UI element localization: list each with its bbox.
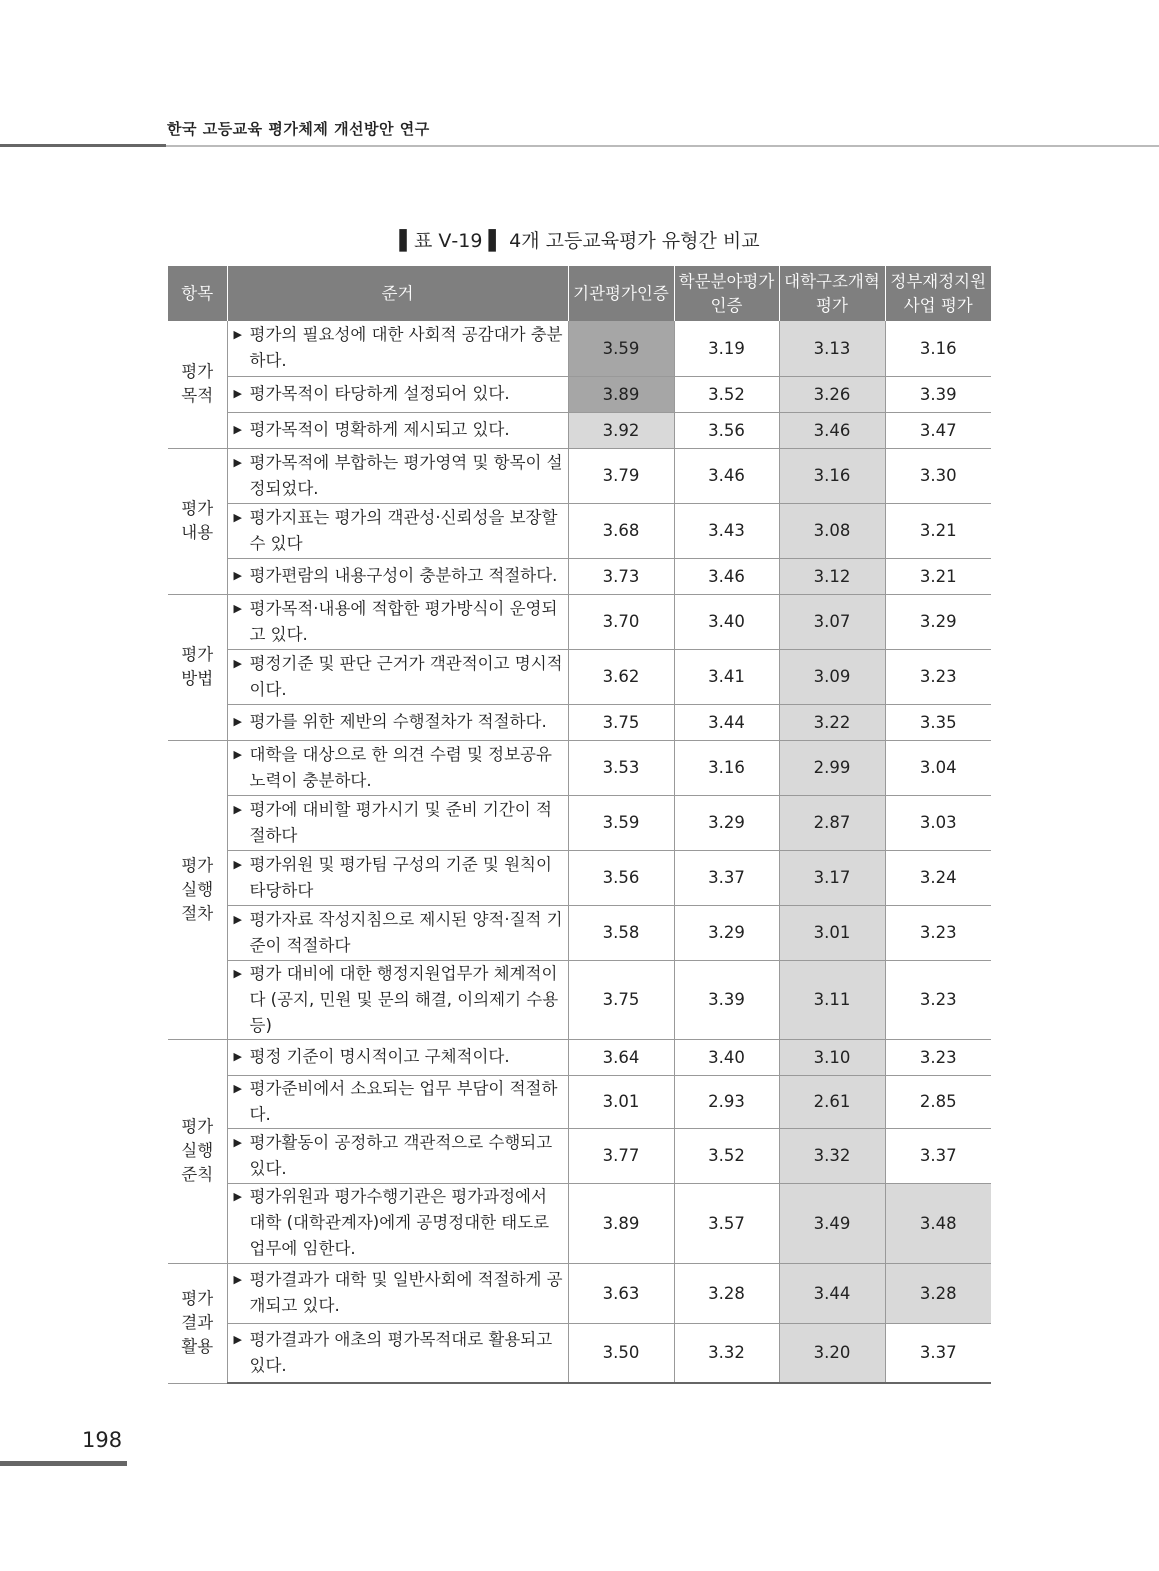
score-cell: 3.41	[674, 649, 779, 704]
category-cell	[168, 1039, 227, 1263]
table-body	[168, 321, 991, 1383]
score-cell: 3.46	[674, 448, 779, 503]
score-cell: 3.49	[779, 1183, 885, 1263]
category-label: 평가	[181, 499, 214, 518]
criterion-cell	[227, 649, 568, 704]
score-cell: 3.04	[885, 740, 991, 795]
score-cell: 3.20	[779, 1323, 885, 1383]
score-cell: 2.93	[674, 1075, 779, 1128]
criterion-text: 평가준비에서 소요되는 업무 부담이 적절하다.	[249, 1078, 558, 1124]
criterion-text: 평가목적이 타당하게 설정되어 있다.	[249, 384, 510, 403]
category-cell	[168, 594, 227, 740]
bullet-triangle-icon: ▶	[233, 802, 242, 816]
table-row	[168, 1183, 991, 1263]
score-cell: 3.26	[779, 376, 885, 412]
bullet-triangle-icon: ▶	[233, 912, 242, 926]
category-cell	[168, 1263, 227, 1383]
criterion-text: 평정 기준이 명시적이고 구체적이다.	[249, 1047, 510, 1066]
score-cell: 3.23	[885, 960, 991, 1039]
category-label: 평가	[181, 362, 214, 382]
table-row	[168, 412, 991, 448]
score-cell: 3.75	[568, 704, 674, 740]
score-cell: 3.19	[674, 321, 779, 376]
category-label: 준칙	[181, 1165, 214, 1184]
score-cell: 3.63	[568, 1263, 674, 1323]
criterion-cell	[227, 1039, 568, 1075]
table-row	[168, 1323, 991, 1383]
criterion-cell	[227, 1323, 568, 1383]
score-cell: 3.09	[779, 649, 885, 704]
caption-title: 4개 고등교육평가 유형간 비교	[509, 230, 760, 252]
criterion-cell	[227, 594, 568, 649]
criterion-cell	[227, 1183, 568, 1263]
category-cell	[168, 740, 227, 1039]
table-caption	[0, 226, 1159, 253]
criterion-text: 평가편람의 내용구성이 충분하고 적절하다.	[249, 566, 558, 585]
bullet-triangle-icon: ▶	[233, 966, 242, 980]
header-category: 항목	[168, 266, 227, 321]
score-cell: 3.68	[568, 503, 674, 558]
criterion-text: 평정기준 및 판단 근거가 객관적이고 명시적이다.	[249, 653, 563, 699]
criterion-cell	[227, 1075, 568, 1128]
score-cell: 3.32	[779, 1128, 885, 1183]
table-row	[168, 740, 991, 795]
score-cell: 3.29	[885, 594, 991, 649]
category-label: 실행	[181, 879, 214, 899]
score-cell: 3.10	[779, 1039, 885, 1075]
score-cell: 3.21	[885, 558, 991, 594]
header-program-accreditation: 학문분야평가 인증	[674, 266, 779, 321]
criterion-cell	[227, 704, 568, 740]
score-cell: 3.23	[885, 905, 991, 960]
page-number: 198	[82, 1428, 123, 1452]
score-cell: 3.21	[885, 503, 991, 558]
criterion-cell	[227, 740, 568, 795]
criterion-text: 평가목적이 명확하게 제시되고 있다.	[249, 420, 510, 439]
criterion-text: 평가 대비에 대한 행정지원업무가 체계적이다 (공지, 민원 및 문의 해결, 이의제기 수용 등)	[249, 963, 559, 1035]
bullet-triangle-icon: ▶	[233, 1190, 242, 1203]
criterion-cell	[227, 448, 568, 503]
score-cell: 3.32	[674, 1323, 779, 1383]
table-row	[168, 795, 991, 850]
running-head: 한국 고등교육 평가체제 개선방안 연구	[167, 120, 430, 138]
bullet-triangle-icon: ▶	[233, 387, 242, 400]
score-cell: 3.16	[885, 321, 991, 376]
comparison-table	[168, 266, 991, 1384]
score-cell: 2.87	[779, 795, 885, 850]
score-cell: 3.23	[885, 649, 991, 704]
score-cell: 3.79	[568, 448, 674, 503]
score-cell: 3.58	[568, 905, 674, 960]
score-cell: 3.29	[674, 795, 779, 850]
category-label: 평가	[181, 645, 214, 664]
criterion-cell	[227, 376, 568, 412]
category-label: 평가	[181, 1289, 214, 1308]
criterion-text: 평가결과가 대학 및 일반사회에 적절하게 공개되고 있다.	[249, 1270, 563, 1315]
score-cell: 3.37	[885, 1323, 991, 1383]
criterion-cell	[227, 558, 568, 594]
score-cell: 2.85	[885, 1075, 991, 1128]
criterion-text: 평가지표는 평가의 객관성·신뢰성을 보장할 수 있다	[249, 507, 558, 553]
score-cell: 3.03	[885, 795, 991, 850]
criterion-cell	[227, 412, 568, 448]
score-cell: 3.59	[568, 795, 674, 850]
score-cell: 3.77	[568, 1128, 674, 1183]
bullet-triangle-icon: ▶	[233, 328, 242, 342]
score-cell: 2.61	[779, 1075, 885, 1128]
score-cell: 3.01	[568, 1075, 674, 1128]
category-cell	[168, 448, 227, 594]
score-cell: 3.08	[779, 503, 885, 558]
table-row	[168, 1075, 991, 1128]
table-row	[168, 1263, 991, 1323]
criterion-cell	[227, 1128, 568, 1183]
bullet-triangle-icon: ▶	[233, 601, 242, 615]
category-label: 방법	[181, 669, 214, 688]
score-cell: 3.07	[779, 594, 885, 649]
score-cell: 3.39	[674, 960, 779, 1039]
table-row	[168, 448, 991, 503]
score-cell: 3.47	[885, 412, 991, 448]
score-cell: 3.24	[885, 850, 991, 905]
score-cell: 3.64	[568, 1039, 674, 1075]
score-cell: 3.40	[674, 594, 779, 649]
criterion-text: 평가의 필요성에 대한 사회적 공감대가 충분하다.	[249, 325, 563, 371]
table-row	[168, 594, 991, 649]
score-cell: 3.57	[674, 1183, 779, 1263]
criterion-text: 평가를 위한 제반의 수행절차가 적절하다.	[249, 712, 547, 731]
bullet-triangle-icon: ▶	[233, 1332, 242, 1346]
criterion-text: 평가에 대비할 평가시기 및 준비 기간이 적절하다	[249, 799, 552, 845]
table-row	[168, 905, 991, 960]
criterion-cell	[227, 321, 568, 376]
score-cell: 3.12	[779, 558, 885, 594]
table-row	[168, 376, 991, 412]
score-cell: 3.28	[885, 1263, 991, 1323]
score-cell: 3.37	[885, 1128, 991, 1183]
score-cell: 3.50	[568, 1323, 674, 1383]
table-row	[168, 321, 991, 376]
table-row	[168, 960, 991, 1039]
table-row	[168, 558, 991, 594]
score-cell: 3.16	[779, 448, 885, 503]
score-cell: 3.89	[568, 1183, 674, 1263]
bullet-triangle-icon: ▶	[233, 1081, 242, 1095]
criterion-cell	[227, 795, 568, 850]
score-cell: 3.39	[885, 376, 991, 412]
score-cell: 3.70	[568, 594, 674, 649]
score-cell: 3.11	[779, 960, 885, 1039]
score-cell: 2.99	[779, 740, 885, 795]
bullet-triangle-icon: ▶	[233, 857, 242, 871]
header-government-funding: 정부재정지원 사업 평가	[885, 266, 991, 321]
score-cell: 3.44	[674, 704, 779, 740]
score-cell: 3.43	[674, 503, 779, 558]
criterion-text: 평가자료 작성지침으로 제시된 양적·질적 기준이 적절하다	[249, 909, 563, 955]
header-structural-reform: 대학구조개혁 평가	[779, 266, 885, 321]
category-label: 절차	[181, 903, 214, 923]
table-header-row	[168, 266, 991, 321]
criterion-cell	[227, 850, 568, 905]
score-cell: 3.29	[674, 905, 779, 960]
table-row	[168, 1128, 991, 1183]
table-row	[168, 1039, 991, 1075]
bullet-triangle-icon: ▶	[233, 455, 242, 469]
category-label: 내용	[181, 523, 214, 542]
category-label: 평가	[181, 1117, 214, 1136]
score-cell: 3.16	[674, 740, 779, 795]
score-cell: 3.46	[779, 412, 885, 448]
header-rule-light	[166, 145, 1159, 147]
score-cell: 3.35	[885, 704, 991, 740]
bullet-triangle-icon: ▶	[233, 715, 242, 728]
criterion-text: 평가위원 및 평가팀 구성의 기준 및 원칙이 타당하다	[249, 854, 552, 900]
category-label: 목적	[181, 386, 214, 406]
score-cell: 3.75	[568, 960, 674, 1039]
bullet-triangle-icon: ▶	[233, 747, 242, 761]
score-cell: 3.73	[568, 558, 674, 594]
score-cell: 3.44	[779, 1263, 885, 1323]
score-cell: 3.23	[885, 1039, 991, 1075]
score-cell: 3.52	[674, 376, 779, 412]
score-cell: 3.56	[674, 412, 779, 448]
header-criteria: 준거	[227, 266, 568, 321]
table-row	[168, 649, 991, 704]
caption-close-mark: ▌	[488, 230, 504, 252]
criterion-cell	[227, 1263, 568, 1323]
table-row	[168, 503, 991, 558]
score-cell: 3.92	[568, 412, 674, 448]
header-institutional-accreditation: 기관평가인증	[568, 266, 674, 321]
table-row	[168, 850, 991, 905]
score-cell: 3.28	[674, 1263, 779, 1323]
score-cell: 3.62	[568, 649, 674, 704]
score-cell: 3.48	[885, 1183, 991, 1263]
score-cell: 3.53	[568, 740, 674, 795]
score-cell: 3.37	[674, 850, 779, 905]
score-cell: 3.01	[779, 905, 885, 960]
bullet-triangle-icon: ▶	[233, 1273, 242, 1286]
criterion-text: 대학을 대상으로 한 의견 수렴 및 정보공유 노력이 충분하다.	[249, 744, 552, 790]
bullet-triangle-icon: ▶	[233, 510, 242, 524]
score-cell: 3.56	[568, 850, 674, 905]
category-cell	[168, 321, 227, 448]
criterion-text: 평가결과가 애초의 평가목적대로 활용되고 있다.	[249, 1329, 553, 1375]
category-label: 실행	[181, 1141, 214, 1160]
score-cell: 3.30	[885, 448, 991, 503]
criterion-cell	[227, 905, 568, 960]
category-label: 활용	[181, 1337, 214, 1356]
header-rule-dark	[0, 144, 166, 147]
criterion-text: 평가목적·내용에 적합한 평가방식이 운영되고 있다.	[249, 598, 558, 644]
score-cell: 3.22	[779, 704, 885, 740]
footer-rule	[0, 1461, 127, 1466]
criterion-cell	[227, 960, 568, 1039]
category-label: 평가	[181, 855, 214, 875]
criterion-text: 평가목적에 부합하는 평가영역 및 항목이 설정되었다.	[249, 452, 563, 498]
bullet-triangle-icon: ▶	[233, 423, 242, 436]
score-cell: 3.59	[568, 321, 674, 376]
bullet-triangle-icon: ▶	[233, 569, 242, 582]
bullet-triangle-icon: ▶	[233, 1050, 242, 1063]
caption-label: 표 Ⅴ-19	[414, 230, 483, 252]
bullet-triangle-icon: ▶	[233, 1135, 242, 1149]
category-label: 결과	[181, 1313, 214, 1332]
score-cell: 3.52	[674, 1128, 779, 1183]
bullet-triangle-icon: ▶	[233, 656, 242, 670]
criterion-text: 평가활동이 공정하고 객관적으로 수행되고 있다.	[249, 1132, 553, 1178]
score-cell: 3.17	[779, 850, 885, 905]
criterion-cell	[227, 503, 568, 558]
score-cell: 3.13	[779, 321, 885, 376]
score-cell: 3.40	[674, 1039, 779, 1075]
caption-open-mark: ▌	[399, 230, 414, 252]
score-cell: 3.89	[568, 376, 674, 412]
criterion-text: 평가위원과 평가수행기관은 평가과정에서 대학 (대학관계자)에게 공명정대한 태도로 업무에 임한다.	[249, 1187, 550, 1258]
score-cell: 3.46	[674, 558, 779, 594]
table-row	[168, 704, 991, 740]
